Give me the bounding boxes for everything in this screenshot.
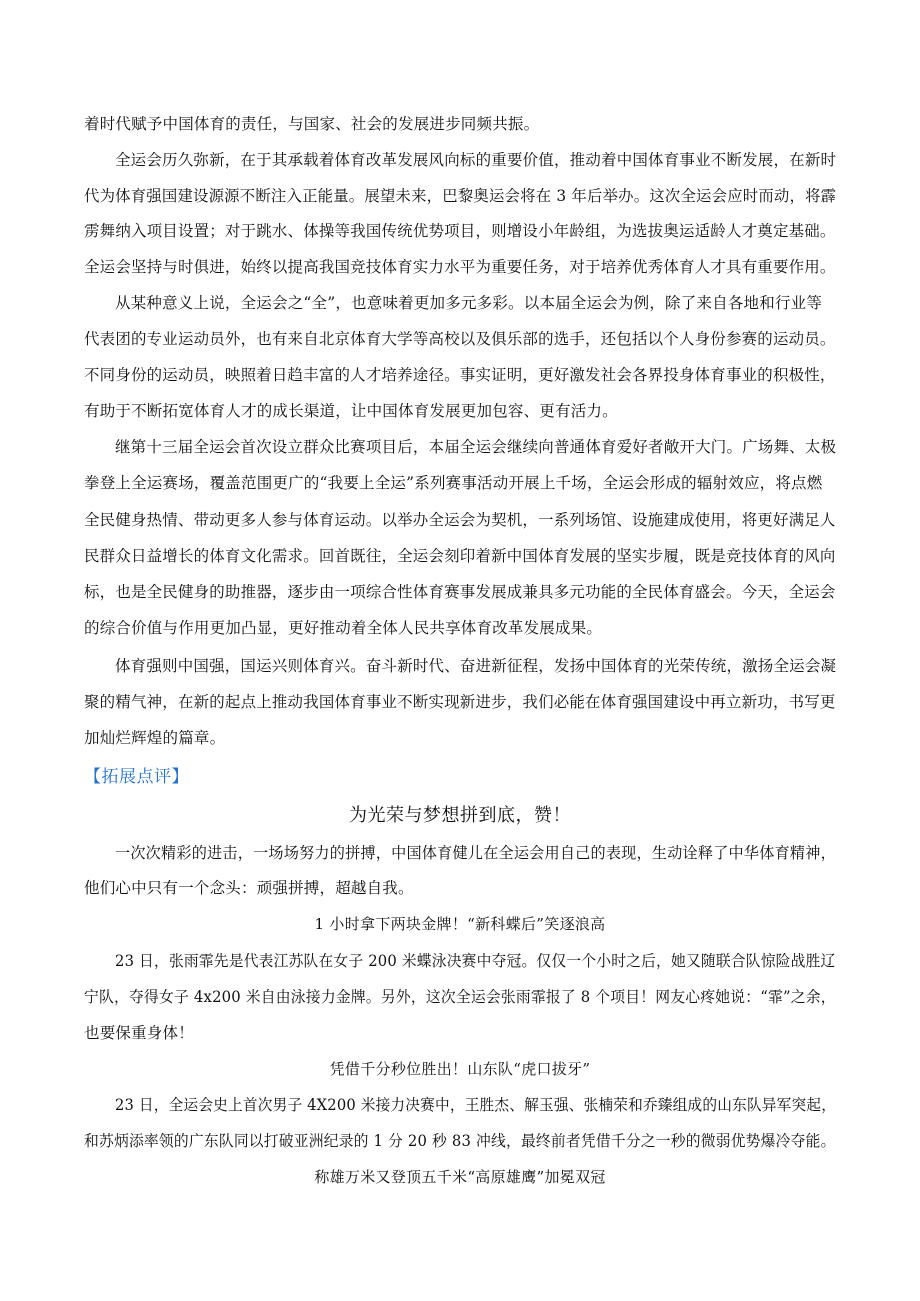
paragraph-line: 代为体育强国建设源源不断注入正能量。展望未来，巴黎奥运会将在 3 年后举办。这次全运会应时而动，将霹	[84, 187, 837, 205]
subsection-line: 和苏炳添率领的广东队同以打破亚洲纪录的 1 分 20 秒 83 冲线，最终前者凭借千分之一秒的微弱优势爆冷夺能。	[84, 1132, 836, 1150]
paragraph-line: 体育强则中国强，国运兴则体育兴。奋斗新时代、奋进新征程，发扬中国体育的光荣传统，激扬全运会凝	[115, 657, 837, 675]
paragraph-line: 从某种意义上说，全运会之“全”，也意味着更加多元多彩。以本届全运会为例，除了来自各地和行业等	[115, 294, 823, 312]
paragraph-line: 的综合价值与作用更加凸显，更好推动着全体人民共享体育改革发展成果。	[84, 619, 603, 637]
subsection-heading: 1 小时拿下两块金牌！“新科蝶后”笑逐浪高	[314, 915, 606, 933]
subsection-line: 23 日，全运会史上首次男子 4X200 米接力决赛中，王胜杰、解玉强、张楠荣和乔臻组成的山东队异军突起，	[115, 1096, 837, 1114]
paragraph-line: 拳登上全运赛场，覆盖范围更广的“我要上全运”系列赛事活动开展上千场，全运会形成的辐射效应，将点燃	[84, 474, 823, 492]
paragraph-line: 全运会坚持与时俱进，始终以提高我国竞技体育实力水平为重要任务，对于培养优秀体育人才具有重要作用。	[84, 258, 836, 276]
paragraph-line: 加灿烂辉煌的篇章。	[84, 729, 226, 747]
paragraph-line: 有助于不断拓宽体育人才的成长渠道，让中国体育发展更加包容、更有活力。	[84, 402, 618, 420]
intro-line: 一次次精彩的进击，一场场努力的拼搏，中国体育健儿在全运会用自己的表现，生动诠释了中华体育精神，	[115, 844, 836, 862]
paragraph-line: 不同身份的运动员，映照着日趋丰富的人才培养途径。事实证明，更好激发社会各界投身体育事业的积极性，	[84, 366, 836, 384]
section-tag: 【拓展点评】	[84, 767, 189, 787]
paragraph-line: 继第十三届全运会首次设立群众比赛项目后，本届全运会继续向普通体育爱好者敞开大门。广场舞、太极	[115, 438, 837, 456]
subsection-line: 也要保重身体！	[84, 1024, 194, 1042]
subsection-heading: 称雄万米又登顶五千米“高原雄鹰”加冕双冠	[314, 1168, 606, 1186]
paragraph-line: 标，也是全民健身的助推器，逐步由一项综合性体育赛事发展成兼具多元功能的全民体育盛会。今天，全运会	[84, 583, 836, 601]
paragraph-line: 代表团的专业运动员外，也有来自北京体育大学等高校以及俱乐部的选手，还包括以个人身份参赛的运动员。	[84, 330, 836, 348]
subsection-heading: 凭借千分秒位胜出！山东队“虎口拔牙”	[329, 1060, 591, 1078]
subsection-line: 宁队，夺得女子 4x200 米自由泳接力金牌。另外，这次全运会张雨霏报了 8 个项目！网友心疼她说：“霏”之余，	[84, 988, 836, 1006]
paragraph-line: 民群众日益增长的体育文化需求。回首既往，全运会刻印着新中国体育发展的坚实步履，既是竞技体育的风向	[84, 547, 836, 565]
intro-line: 他们心中只有一个念头：顽强拼搏，超越自我。	[84, 879, 414, 897]
paragraph-line: 全运会历久弥新，在于其承载着体育改革发展风向标的重要价值，推动着中国体育事业不断发展，在新时	[115, 151, 837, 169]
paragraph-line: 聚的精气神，在新的起点上推动我国体育事业不断实现新进步，我们必能在体育强国建设中再立新功，书写更	[84, 693, 836, 711]
paragraph-line: 着时代赋予中国体育的责任，与国家、社会的发展进步同频共振。	[84, 115, 540, 133]
paragraph-line: 雳舞纳入项目设置；对于跳水、体操等我国传统优势项目，则增设小年龄组，为选拔奥运适龄人才奠定基础。	[84, 222, 836, 240]
paragraph-line: 全民健身热情、带动更多人参与体育运动。以举办全运会为契机，一系列场馆、设施建成使用，将更好满足人	[84, 511, 836, 529]
subsection-line: 23 日，张雨霏先是代表江苏队在女子 200 米蝶泳决赛中夺冠。仅仅一个小时之后，她又随联合队惊险战胜辽	[115, 952, 836, 970]
article-title: 为光荣与梦想拼到底，赞！	[349, 805, 571, 826]
